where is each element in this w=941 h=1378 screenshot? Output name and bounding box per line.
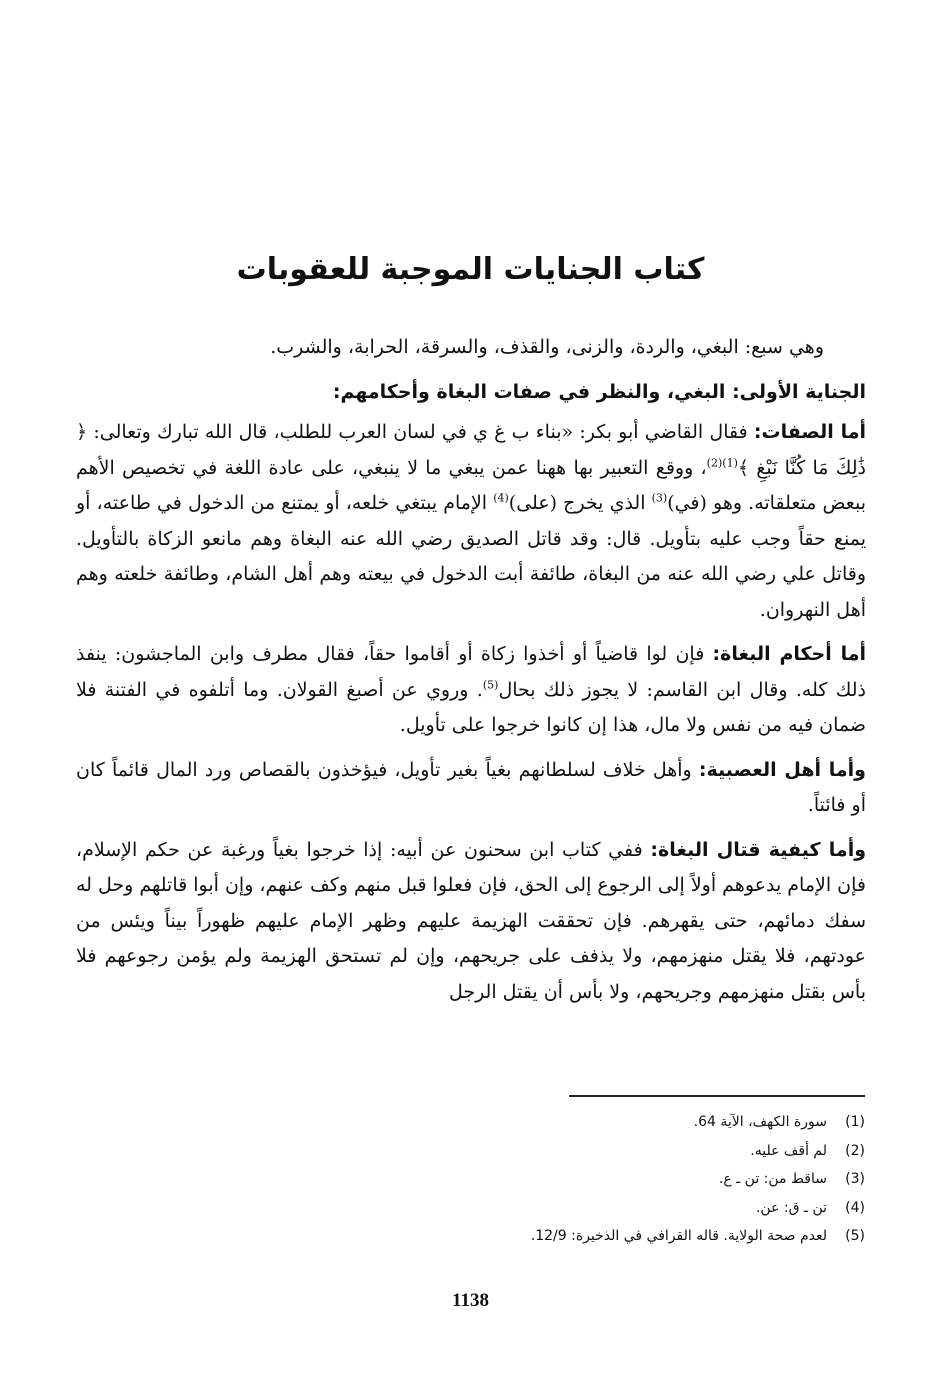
page-number: 1138	[452, 1290, 489, 1311]
footnotes	[165, 1108, 865, 1251]
footnote-number: (1)	[845, 1114, 865, 1130]
paragraph-label: وأما أهل العصبية:	[698, 758, 866, 781]
section-heading: الجناية الأولى: البغي، والنظر في صفات البغاة وأحكامهم:	[332, 380, 866, 403]
paragraph-asabiya	[76, 753, 866, 824]
paragraph-kayfiya	[76, 833, 866, 1011]
footnote-item	[165, 1194, 865, 1223]
footnote-ref: (1)	[722, 456, 738, 470]
text-run: ففي كتاب ابن سحنون عن أبيه: إذا خرجوا بغياً ورغبة عن حكم الإسلام، فإن الإمام يدعوهم أولاً إلى الرجوع إلى الحق، فإن فعلوا قبل منهم وكف عنهم، وإن أبوا قاتلهم وحل له سفك دمائهم، حتى يقهرهم. فإن تحققت الهزيمة عليهم وظهر الإمام عليهم ظهوراً بيناً ويئس من عودتهم، فلا يقتل منهزمهم، ولا يذفف على جريحهم، وإن لم تستحق الهزيمة ولم يؤمن رجوعهم فلا بأس بقتل منهزمهم وجريحهم، ولا بأس أن يقتل الرجل	[76, 838, 866, 1003]
footnote-ref: (4)	[493, 491, 509, 505]
footnote-number: (5)	[845, 1228, 865, 1244]
main-text	[76, 330, 866, 1019]
footnote-ref: (2)	[706, 456, 723, 470]
footnote-number: (4)	[845, 1199, 865, 1216]
paragraph-label: وأما كيفية قتال البغاة:	[650, 838, 867, 861]
text-run: وأهل خلاف لسلطانهم بغياً بغير تأويل، فيؤخذون بالقصاص ورد المال قائماً كان أو فائتاً.	[76, 758, 866, 816]
text-run: فقال القاضي أبو بكر: «بناء ب غ ي في لسان العرب للطلب، قال الله تبارك وتعالى: ﴿ ذَٰلِكَ مَا كُنَّا نَبْغِ ﴾	[76, 421, 866, 479]
footnote-ref: (5)	[482, 678, 499, 692]
footnote-text: ساقط من: تن ـ ع.	[718, 1171, 827, 1187]
footnote-text: لعدم صحة الولاية. قاله القرافي في الذخيرة: 12/9.	[530, 1228, 827, 1244]
text-run: فإن لوا قاضياً أو أخذوا زكاة أو أقاموا حقاً، فقال مطرف وابن الماجشون: ينفذ ذلك كله. وقال ابن القاسم: لا يجوز ذلك بحال	[76, 643, 866, 701]
footnote-ref: (3)	[651, 491, 668, 505]
text-run: . وروي عن أصبغ القولان. وما أتلفوه في الفتنة فلا ضمان فيه من نفس ولا مال، هذا إن كانوا خرجوا على تأويل.	[76, 678, 866, 736]
footnote-number: (3)	[845, 1171, 865, 1187]
footnote-item	[165, 1222, 865, 1251]
footnote-number: (2)	[845, 1142, 865, 1159]
footnote-text: سورة الكهف، الآية 64.	[693, 1114, 827, 1130]
footnote-item	[165, 1108, 865, 1137]
footnote-item	[165, 1137, 865, 1166]
text-run: ، ووقع التعبير بها ههنا عمن يبغي ما لا ينبغي، على عادة اللغة في تخصيص الأهم ببعض متعلقاته. وهو (في)	[76, 456, 866, 514]
paragraph-sifat	[76, 415, 866, 628]
footnote-divider	[569, 1095, 865, 1097]
page-title: كتاب الجنايات الموجبة للعقوبات	[236, 252, 705, 287]
intro-paragraph: وهي سبع: البغي، والردة، والزنى، والقذف، والسرقة، الحرابة، والشرب.	[270, 336, 824, 358]
footnote-text: لم أقف عليه.	[750, 1142, 827, 1159]
footnote-item	[165, 1165, 865, 1194]
paragraph-ahkam	[76, 637, 866, 744]
footnote-text: تن ـ ق: عن.	[755, 1199, 827, 1216]
paragraph-label: أما الصفات:	[753, 421, 866, 443]
text-run: الذي يخرج (على)	[508, 492, 652, 514]
text-run: الإمام يبتغي خلعه، أو يمتنع من الدخول في طاعته، أو يمنع حقاً وجب عليه بتأويل. قال: وقد قاتل الصديق رضي الله عنه البغاة وهم مانعو الزكاة بالتأويل. وقاتل علي رضي الله عنه من البغاة، طائفة أبت الدخول في بيعته وهم أهل الشام، وطائفة خلعته وهم أهل النهروان.	[76, 492, 866, 621]
paragraph-label: أما أحكام البغاة:	[712, 643, 867, 665]
